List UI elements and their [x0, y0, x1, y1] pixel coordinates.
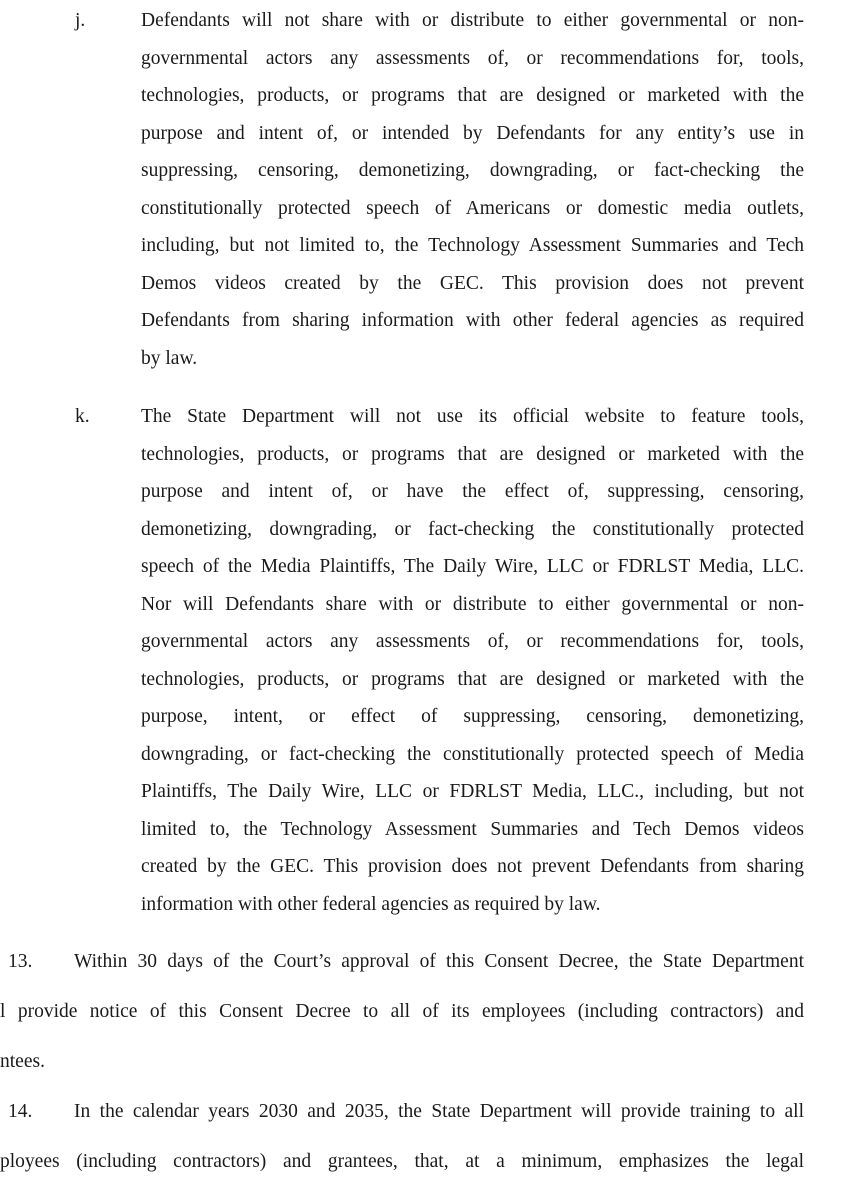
text-line: purpose and intent of, or have the effect of, suppressing, censoring,: [141, 481, 804, 502]
text-line: The State Department will not use its official website to feature tools,: [141, 406, 804, 427]
text-line: l provide notice of this Consent Decree to all of its employees (including contractors) and: [0, 1001, 804, 1022]
paragraph-number: 14.: [8, 1101, 33, 1122]
text-line: information with other federal agencies as required by law.: [141, 893, 601, 915]
text-line: limited to, the Technology Assessment Summaries and Tech Demos videos: [141, 818, 804, 840]
text-line: governmental actors any assessments of, or recommendations for, tools,: [141, 631, 804, 652]
text-line: suppressing, censoring, demonetizing, downgrading, or fact-checking the: [141, 160, 804, 181]
text-line: by law.: [141, 347, 198, 369]
text-line: technologies, products, or programs that are designed or marketed with the: [141, 668, 804, 690]
text-line: Defendants will not share with or distribute to either governmental or non-: [141, 10, 804, 31]
text-line: speech of the Media Plaintiffs, The Daily Wire, LLC or FDRLST Media, LLC.: [141, 556, 804, 577]
text-line: Within 30 days of the Court’s approval of this Consent Decree, the State Department: [74, 951, 804, 972]
text-line: governmental actors any assessments of, or recommendations for, tools,: [141, 47, 804, 69]
subparagraph-letter: k.: [75, 406, 90, 427]
text-line: Demos videos created by the GEC. This provision does not prevent: [141, 272, 804, 294]
text-line: technologies, products, or programs that are designed or marketed with the: [141, 85, 804, 106]
text-line: Defendants from sharing information with other federal agencies as required: [141, 310, 804, 331]
text-line: technologies, products, or programs that are designed or marketed with the: [141, 443, 804, 465]
text-line: downgrading, or fact-checking the constitutionally protected speech of Media: [141, 743, 804, 765]
paragraph-number: 13.: [8, 951, 33, 972]
text-line: demonetizing, downgrading, or fact-checking the constitutionally protected: [141, 518, 804, 540]
text-line: ntees.: [0, 1051, 45, 1072]
text-line: purpose, intent, or effect of suppressing, censoring, demonetizing,: [141, 706, 804, 727]
text-line: Nor will Defendants share with or distribute to either governmental or non-: [141, 593, 804, 615]
text-line: created by the GEC. This provision does not prevent Defendants from sharing: [141, 856, 804, 877]
text-line: purpose and intent of, or intended by Defendants for any entity’s use in: [141, 122, 804, 144]
text-line: including, but not limited to, the Technology Assessment Summaries and Tech: [141, 235, 804, 256]
text-line: In the calendar years 2030 and 2035, the State Department will provide training to all: [74, 1101, 804, 1122]
text-line: ployees (including contractors) and grantees, that, at a minimum, emphasizes the legal: [0, 1151, 804, 1172]
subparagraph-letter: j.: [75, 10, 86, 31]
text-line: constitutionally protected speech of Americans or domestic media outlets,: [141, 197, 804, 219]
text-line: Plaintiffs, The Daily Wire, LLC or FDRLST Media, LLC., including, but not: [141, 781, 804, 802]
